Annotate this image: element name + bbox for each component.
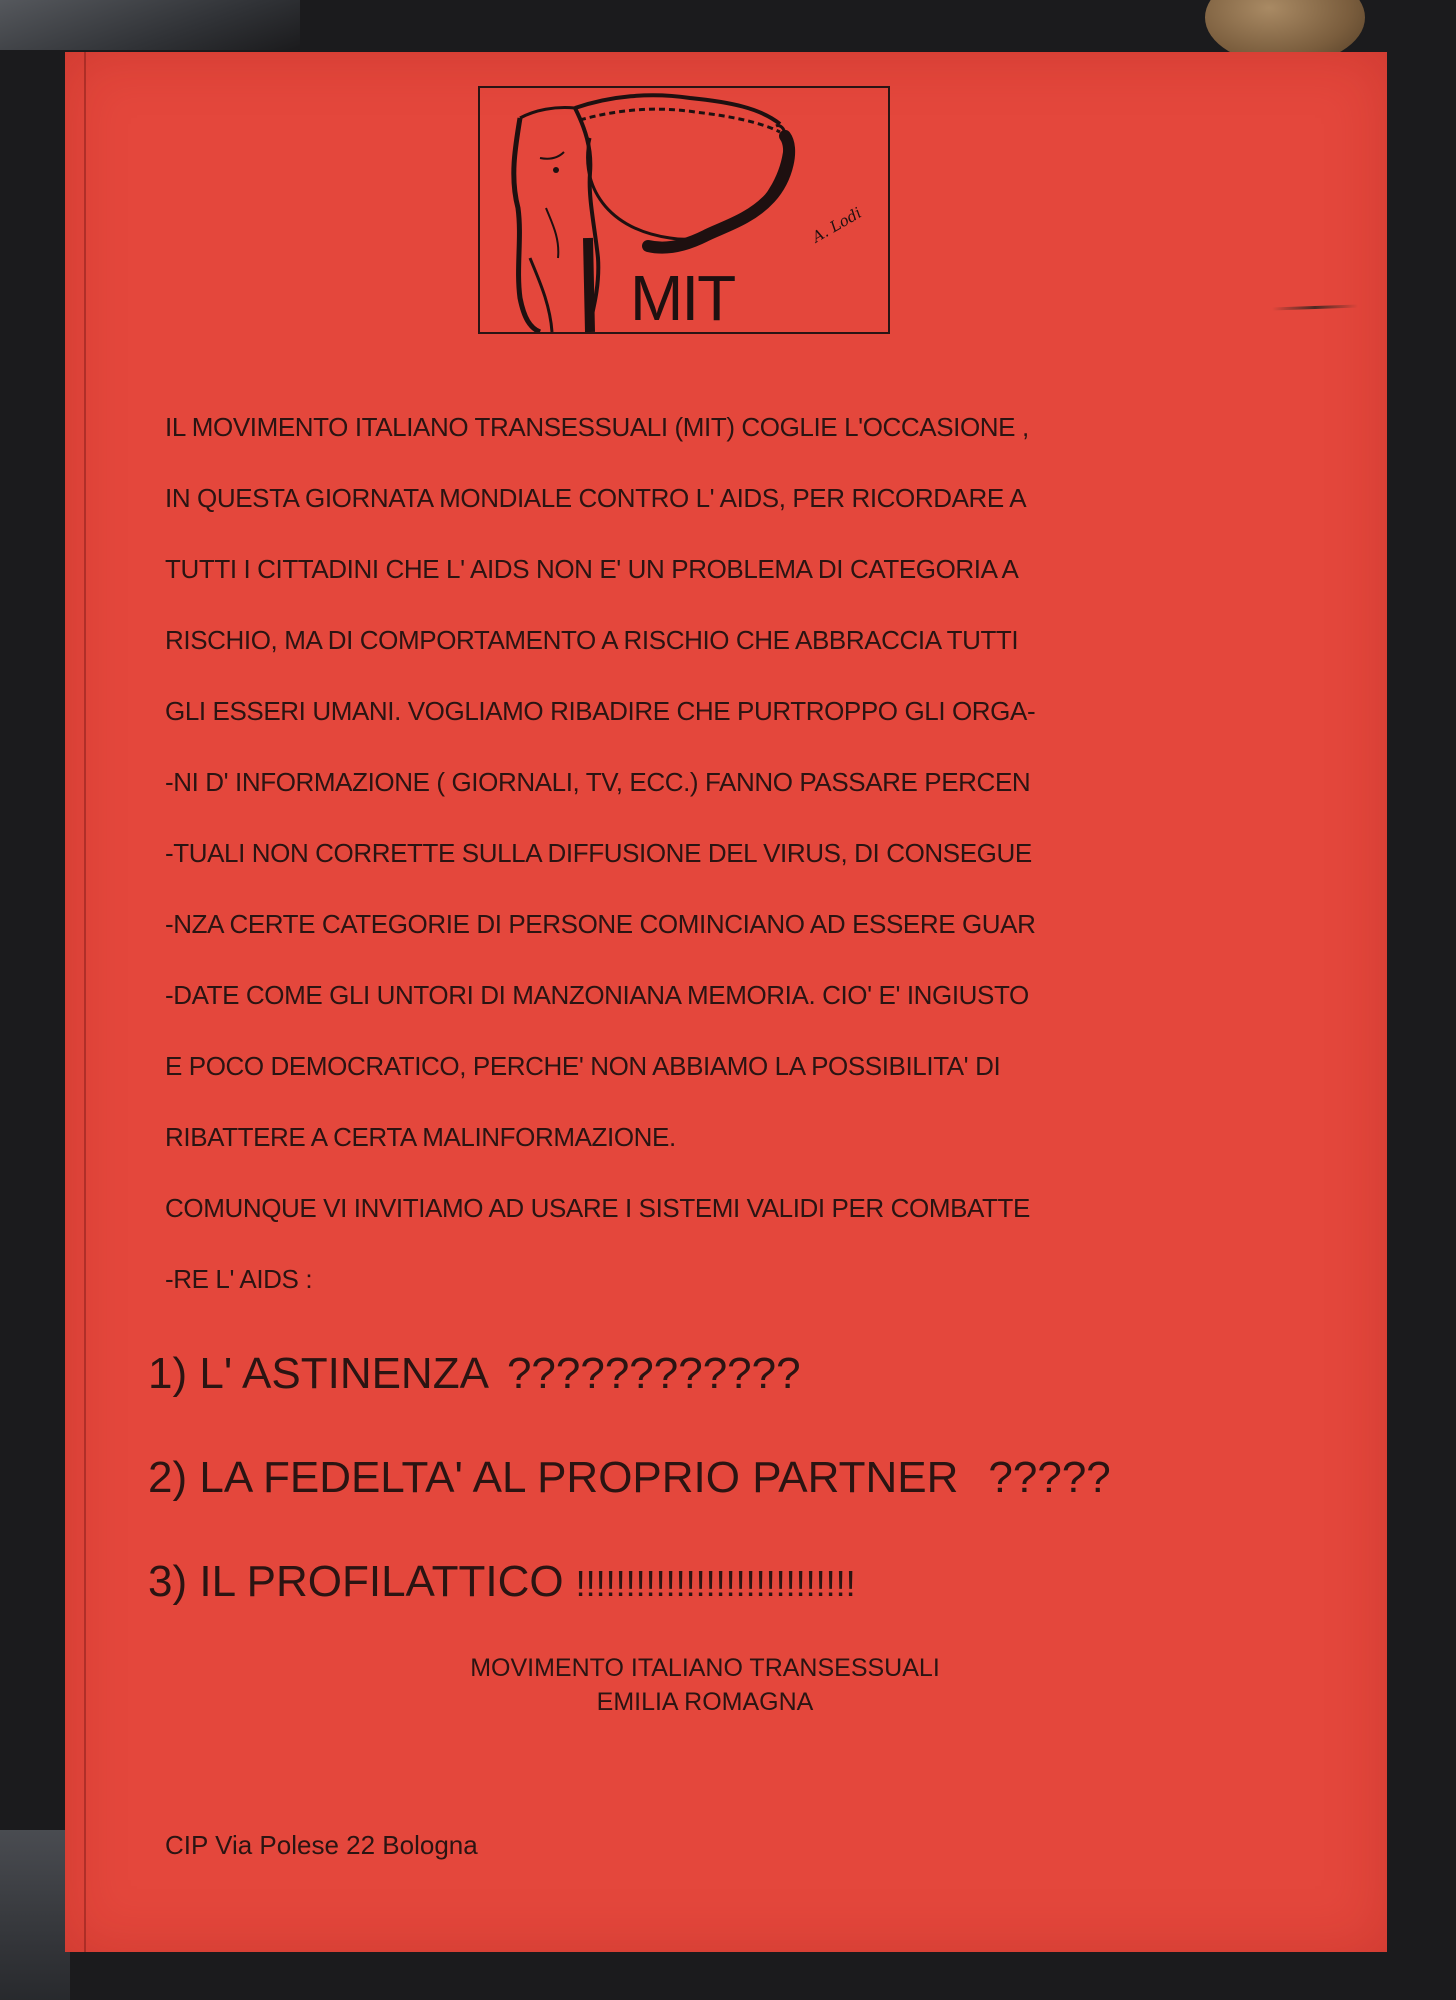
manifesto-line: -TUALI NON CORRETTE SULLA DIFFUSIONE DEL VIRUS, DI CONSEGUE [165,838,1032,868]
metal-clip-bottom [0,1830,70,2000]
list-item-marks: ???????????? [506,1349,801,1398]
footer-address: CIP Via Polese 22 Bologna [165,1830,478,1860]
organization-region: EMILIA ROMAGNA [596,1687,814,1716]
manifesto-line: -NZA CERTE CATEGORIE DI PERSONE COMINCIANO AD ESSERE GUAR [165,909,1036,939]
manifesto-line: GLI ESSERI UMANI. VOGLIAMO RIBADIRE CHE PURTROPPO GLI ORGA- [165,696,1036,726]
paper-fold-line [84,52,86,1952]
manifesto-line: -RE L' AIDS : [165,1264,313,1294]
mit-logo [478,86,890,334]
list-item-text: 1) L' ASTINENZA [148,1349,489,1398]
list-item-marks: !!!!!!!!!!!!!!!!!!!!!!!!!!!! [575,1563,856,1604]
list-item-text: 2) LA FEDELTA' AL PROPRIO PARTNER [148,1453,959,1502]
list-item-condom [148,1557,1248,1664]
manifesto-line: -NI D' INFORMAZIONE ( GIORNALI, TV, ECC.) FANNO PASSARE PERCEN [165,767,1031,797]
manifesto-line: IN QUESTA GIORNATA MONDIALE CONTRO L' AIDS, PER RICORDARE A [165,483,1027,513]
list-item-marks: ????? [988,1453,1111,1502]
prevention-list [148,1349,1248,1664]
list-item-text: 3) IL PROFILATTICO [148,1557,564,1606]
mit-logo-letters: MIT [630,262,735,334]
artist-signature: A. Lodi [809,203,865,247]
manifesto-line: E POCO DEMOCRATICO, PERCHE' NON ABBIAMO LA POSSIBILITA' DI [165,1051,1001,1081]
manifesto-line: RIBATTERE A CERTA MALINFORMAZIONE. [165,1122,676,1152]
manifesto-line: TUTTI I CITTADINI CHE L' AIDS NON E' UN PROBLEMA DI CATEGORIA A [165,554,1019,584]
manifesto-line: COMUNQUE VI INVITIAMO AD USARE I SISTEMI VALIDI PER COMBATTE [165,1193,1030,1223]
list-item-abstinence [148,1349,1248,1456]
organization-signature [360,1652,1050,1720]
manifesto-line: -DATE COME GLI UNTORI DI MANZONIANA MEMORIA. CIO' E' INGIUSTO [165,980,1029,1010]
manifesto-text [165,414,1245,1337]
list-item-fidelity [148,1453,1248,1560]
organization-name: MOVIMENTO ITALIANO TRANSESSUALI [470,1654,940,1682]
metal-clip-top [0,0,300,50]
manifesto-line: RISCHIO, MA DI COMPORTAMENTO A RISCHIO CHE ABBRACCIA TUTTI [165,625,1019,655]
manifesto-line: IL MOVIMENTO ITALIANO TRANSESSUALI (MIT) COGLIE L'OCCASIONE , [165,412,1029,442]
